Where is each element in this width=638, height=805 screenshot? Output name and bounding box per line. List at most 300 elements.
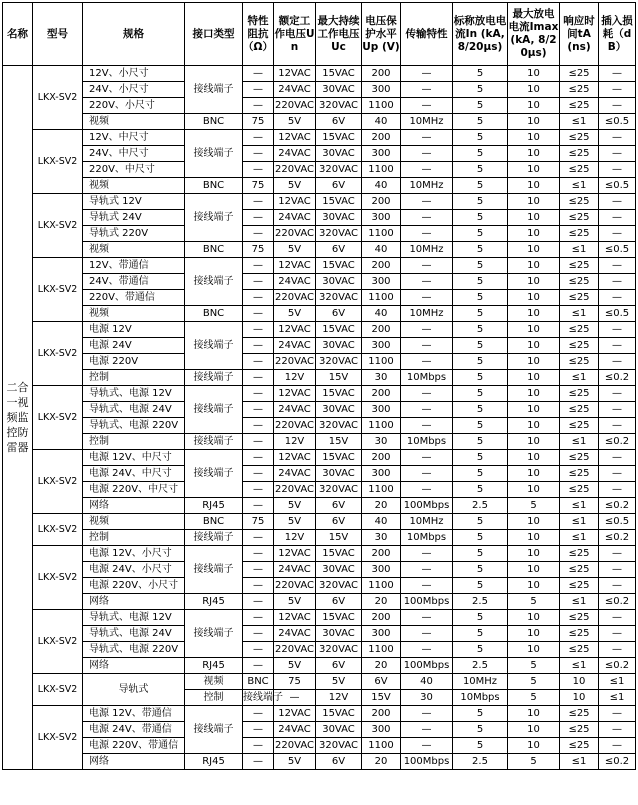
response-time-cell: ≤25 [560,482,599,498]
transmission-cell: — [401,578,453,594]
interface-cell: 接线端子 [185,66,243,114]
table-row [3,738,636,754]
max-voltage-cell: 15VAC [316,546,362,562]
max-voltage-cell: 6V [362,674,401,690]
table-row [3,722,636,738]
insertion-loss-cell: — [599,482,636,498]
rated-voltage-cell: 5V [274,498,316,514]
response-time-cell: ≤1 [560,242,599,258]
model-cell: LKX-SV2 [33,66,83,130]
spec-cell: 视频 [83,514,185,530]
nominal-current-cell: 5 [453,210,508,226]
max-current-cell: 10 [508,322,560,338]
nominal-current-cell: 5 [508,690,560,706]
model-cell: LKX-SV2 [33,386,83,450]
interface-cell: 接线端子 [185,530,243,546]
transmission-cell: — [401,162,453,178]
spec-cell: 导轨式、电源 24V [83,626,185,642]
response-time-cell: ≤1 [560,498,599,514]
interface-cell: 接线端子 [185,546,243,594]
rated-voltage-cell: 5V [274,514,316,530]
response-time-cell: ≤25 [560,642,599,658]
max-voltage-cell: 15VAC [316,386,362,402]
rated-voltage-cell: 12VAC [274,386,316,402]
max-current-cell: 10 [508,290,560,306]
header-insertion-loss: 插入损耗（dB） [599,3,636,66]
protection-level-cell: 300 [362,626,401,642]
nominal-current-cell: 5 [453,706,508,722]
table-row [3,706,636,722]
max-current-cell: 10 [508,338,560,354]
response-time-cell: ≤25 [560,610,599,626]
impedance-cell: — [243,434,274,450]
insertion-loss-cell: — [599,642,636,658]
transmission-cell: — [401,562,453,578]
max-current-cell: 10 [508,226,560,242]
table-row [3,322,636,338]
impedance-cell: — [243,546,274,562]
max-current-cell: 10 [508,114,560,130]
rated-voltage-cell: 24VAC [274,210,316,226]
insertion-loss-cell: — [599,562,636,578]
header-name: 名称 [3,3,33,66]
insertion-loss-cell: — [599,258,636,274]
protection-level-cell: 1100 [362,98,401,114]
model-cell: LKX-SV2 [33,706,83,770]
insertion-loss-cell: — [599,402,636,418]
transmission-cell: — [401,610,453,626]
response-time-cell: ≤25 [560,722,599,738]
max-voltage-cell: 6V [316,754,362,770]
spec-cell: 电源 12V、小尺寸 [83,546,185,562]
transmission-cell: — [401,738,453,754]
spec-cell: 网络 [83,754,185,770]
spec-body [3,66,636,770]
spec-cell: 220V、带通信 [83,290,185,306]
transmission-cell: — [401,290,453,306]
max-voltage-cell: 15VAC [316,258,362,274]
rated-voltage-cell: 12V [316,690,362,706]
transmission-cell: — [401,642,453,658]
nominal-current-cell: 5 [453,338,508,354]
max-current-cell: 10 [508,466,560,482]
insertion-loss-cell: — [599,322,636,338]
spec-cell: 220V、中尺寸 [83,162,185,178]
rated-voltage-cell: 5V [274,178,316,194]
insertion-loss-cell: — [599,82,636,98]
impedance-cell: — [243,578,274,594]
transmission-cell: 10Mbps [401,434,453,450]
insertion-loss-cell: — [599,418,636,434]
spec-cell: 电源 220V、中尺寸 [83,482,185,498]
table-row [3,498,636,514]
protection-level-cell: 30 [362,370,401,386]
nominal-current-cell: 5 [453,562,508,578]
response-time-cell: ≤25 [560,546,599,562]
nominal-current-cell: 5 [453,642,508,658]
transmission-cell: — [401,482,453,498]
protection-level-cell: 200 [362,706,401,722]
response-time-cell: ≤25 [560,402,599,418]
max-voltage-cell: 30VAC [316,402,362,418]
max-voltage-cell: 30VAC [316,338,362,354]
max-current-cell: 10 [508,258,560,274]
interface-cell: BNC [185,306,243,322]
table-row [3,242,636,258]
impedance-cell: 75 [243,178,274,194]
insertion-loss-cell: — [599,738,636,754]
max-voltage-cell: 15V [316,370,362,386]
protection-level-cell: 40 [362,242,401,258]
insertion-loss-cell: ≤0.2 [599,434,636,450]
table-row [3,370,636,386]
max-current-cell: 10 [508,418,560,434]
rated-voltage-cell: 24VAC [274,82,316,98]
response-time-cell: ≤25 [560,258,599,274]
response-time-cell: ≤25 [560,162,599,178]
rated-voltage-cell: 24VAC [274,722,316,738]
impedance-cell: — [243,274,274,290]
spec-cell: 电源 12V、带通信 [83,706,185,722]
nominal-current-cell: 5 [453,514,508,530]
impedance-cell: — [243,386,274,402]
table-row [3,562,636,578]
spec-cell: 网络 [83,594,185,610]
response-time-cell: ≤25 [560,226,599,242]
transmission-cell: 100Mbps [401,594,453,610]
rated-voltage-cell: 12VAC [274,706,316,722]
protection-level-cell: 40 [362,178,401,194]
nominal-current-cell: 2.5 [453,658,508,674]
nominal-current-cell: 5 [453,466,508,482]
transmission-cell: 10MHz [401,242,453,258]
impedance-cell: — [243,98,274,114]
rated-voltage-cell: 220VAC [274,578,316,594]
max-voltage-cell: 320VAC [316,738,362,754]
protection-level-cell: 1100 [362,226,401,242]
response-time-cell: ≤25 [560,418,599,434]
model-cell: LKX-SV2 [33,258,83,322]
impedance-cell: — [243,370,274,386]
transmission-cell: — [401,194,453,210]
max-current-cell: 10 [508,194,560,210]
table-row [3,162,636,178]
max-current-cell: 10 [508,546,560,562]
impedance-cell: — [243,658,274,674]
protection-level-cell: 300 [362,274,401,290]
response-time-cell: ≤1 [599,690,636,706]
insertion-loss-cell: — [599,626,636,642]
protection-level-cell: 1100 [362,418,401,434]
protection-level-cell: 20 [362,658,401,674]
transmission-cell: — [401,274,453,290]
max-voltage-cell: 320VAC [316,354,362,370]
protection-level-cell: 40 [401,674,453,690]
response-time-cell: ≤25 [560,466,599,482]
response-time-cell: ≤1 [560,658,599,674]
nominal-current-cell: 5 [453,722,508,738]
rated-voltage-cell: 12VAC [274,258,316,274]
response-time-cell: ≤1 [560,370,599,386]
rated-voltage-cell: 220VAC [274,290,316,306]
table-row [3,354,636,370]
table-row [3,466,636,482]
insertion-loss-cell: — [599,66,636,82]
interface-cell: RJ45 [185,754,243,770]
impedance-cell: — [243,738,274,754]
max-current-cell: 10 [508,146,560,162]
interface-cell: 接线端子 [185,194,243,242]
impedance-cell: — [243,562,274,578]
transmission-cell: — [401,354,453,370]
max-voltage-cell: 320VAC [316,642,362,658]
rated-voltage-cell: 5V [274,114,316,130]
header-interface: 接口类型 [185,3,243,66]
nominal-current-cell: 5 [453,370,508,386]
response-time-cell: ≤25 [560,210,599,226]
max-current-cell: 5 [508,754,560,770]
transmission-cell: — [401,450,453,466]
protection-level-cell: 30 [362,434,401,450]
nominal-current-cell: 5 [453,162,508,178]
rated-voltage-cell: 5V [274,306,316,322]
max-voltage-cell: 320VAC [316,98,362,114]
rated-voltage-cell: 12V [274,370,316,386]
protection-level-cell: 300 [362,338,401,354]
protection-level-cell: 300 [362,82,401,98]
impedance-cell: — [243,610,274,626]
spec-cell: 视频 [83,178,185,194]
table-row [3,514,636,530]
spec-cell: 24V、中尺寸 [83,146,185,162]
insertion-loss-cell: — [599,578,636,594]
interface-cell: BNC [185,514,243,530]
insertion-loss-cell: ≤0.5 [599,114,636,130]
nominal-current-cell: 5 [453,546,508,562]
spec-cell: 控制 [83,434,185,450]
insertion-loss-cell: ≤0.2 [599,370,636,386]
max-current-cell: 10 [508,242,560,258]
max-voltage-cell: 15VAC [316,706,362,722]
protection-level-cell: 1100 [362,578,401,594]
table-row [3,338,636,354]
nominal-current-cell: 2.5 [453,498,508,514]
nominal-current-cell: 5 [453,610,508,626]
response-time-cell: ≤25 [560,130,599,146]
interface-cell: BNC [185,114,243,130]
interface-cell: 接线端子 [185,386,243,434]
spec-cell: 视频 [83,114,185,130]
insertion-loss-cell: — [599,210,636,226]
protection-level-cell: 300 [362,466,401,482]
max-current-cell: 10 [508,738,560,754]
max-voltage-cell: 320VAC [316,482,362,498]
insertion-loss-cell: ≤0.5 [599,514,636,530]
max-current-cell: 10 [508,434,560,450]
table-row [3,418,636,434]
max-current-cell: 5 [508,498,560,514]
rated-voltage-cell: 220VAC [274,738,316,754]
max-voltage-cell: 15VAC [316,194,362,210]
table-row [3,82,636,98]
interface-cell: 接线端子 [185,130,243,178]
max-current-cell: 5 [508,658,560,674]
protection-level-cell: 200 [362,194,401,210]
spec-cell: 12V、中尺寸 [83,130,185,146]
interface-cell: 接线端子 [185,434,243,450]
rated-voltage-cell: 24VAC [274,402,316,418]
spec-cell: 电源 24V [83,338,185,354]
protection-level-cell: 20 [362,754,401,770]
rated-voltage-cell: 12VAC [274,546,316,562]
header-nominal-current: 标称放电电流In (kA, 8/20μs) [453,3,508,66]
max-voltage-cell: 15VAC [316,322,362,338]
spec-cell: 12V、带通信 [83,258,185,274]
table-row [3,130,636,146]
max-voltage-cell: 15VAC [316,130,362,146]
rated-voltage-cell: 220VAC [274,162,316,178]
response-time-cell: ≤25 [560,738,599,754]
max-voltage-cell: 15V [316,530,362,546]
header-protection-level: 电压保护水平Up (V) [362,3,401,66]
nominal-current-cell: 5 [453,306,508,322]
interface-cell: RJ45 [185,594,243,610]
model-cell: LKX-SV2 [33,130,83,194]
spec-cell: 导轨式 24V [83,210,185,226]
max-current-cell: 10 [508,482,560,498]
table-row [3,274,636,290]
impedance-cell: 75 [243,514,274,530]
header-response-time: 响应时间tA (ns) [560,3,599,66]
max-voltage-cell: 6V [316,114,362,130]
insertion-loss-cell: — [599,162,636,178]
rated-voltage-cell: 220VAC [274,226,316,242]
max-voltage-cell: 6V [316,498,362,514]
response-time-cell: ≤25 [560,66,599,82]
impedance-cell: — [243,450,274,466]
nominal-current-cell: 5 [453,402,508,418]
table-row [3,386,636,402]
spec-cell: 视频 [185,674,243,690]
nominal-current-cell: 5 [453,146,508,162]
transmission-cell: 10MHz [401,178,453,194]
impedance-cell: — [243,722,274,738]
nominal-current-cell: 5 [453,82,508,98]
response-time-cell: ≤25 [560,146,599,162]
header-max-voltage: 最大持续工作电压Uc [316,3,362,66]
max-current-cell: 10 [508,162,560,178]
rated-voltage-cell: 24VAC [274,466,316,482]
impedance-cell: 75 [274,674,316,690]
nominal-current-cell: 5 [453,258,508,274]
model-cell: LKX-SV2 [33,322,83,386]
insertion-loss-cell: — [599,706,636,722]
protection-level-cell: 300 [362,562,401,578]
model-cell: LKX-SV2 [33,674,83,706]
max-current-cell: 10 [508,210,560,226]
max-current-cell: 10 [508,450,560,466]
protection-level-cell: 30 [362,530,401,546]
insertion-loss-cell: — [599,274,636,290]
response-time-cell: ≤25 [560,450,599,466]
model-cell: LKX-SV2 [33,610,83,674]
response-time-cell: ≤25 [560,338,599,354]
max-current-cell: 10 [508,178,560,194]
rated-voltage-cell: 5V [274,658,316,674]
nominal-current-cell: 5 [453,530,508,546]
interface-cell: 接线端子 [185,322,243,370]
impedance-cell: — [243,66,274,82]
header-model: 型号 [33,3,83,66]
max-voltage-cell: 15VAC [316,610,362,626]
max-current-cell: 10 [508,370,560,386]
header-transmission: 传输特性 [401,3,453,66]
max-voltage-cell: 6V [316,242,362,258]
spec-cell: 导轨式 220V [83,226,185,242]
spec-cell: 电源 220V [83,354,185,370]
interface-cell: 接线端子 [185,706,243,754]
table-row [3,754,636,770]
impedance-cell: — [243,642,274,658]
nominal-current-cell: 5 [453,354,508,370]
max-current-cell: 10 [508,386,560,402]
nominal-current-cell: 5 [453,322,508,338]
spec-cell: 控制 [83,370,185,386]
protection-level-cell: 300 [362,722,401,738]
nominal-current-cell: 5 [453,194,508,210]
header-impedance: 特性阻抗（Ω） [243,3,274,66]
transmission-cell: — [401,258,453,274]
rated-voltage-cell: 12VAC [274,610,316,626]
transmission-cell: — [401,98,453,114]
table-row [3,146,636,162]
protection-level-cell: 30 [401,690,453,706]
table-row [3,178,636,194]
transmission-cell: — [401,626,453,642]
impedance-cell: — [243,706,274,722]
max-current-cell: 10 [508,130,560,146]
transmission-cell: 100Mbps [401,658,453,674]
table-row [3,226,636,242]
interface-cell: 接线端子 [185,610,243,658]
insertion-loss-cell: ≤0.5 [599,178,636,194]
header-rated-voltage: 额定工作电压Un [274,3,316,66]
insertion-loss-cell: — [599,450,636,466]
transmission-cell: — [401,706,453,722]
nominal-current-cell: 5 [453,242,508,258]
table-row [3,306,636,322]
protection-level-cell: 200 [362,258,401,274]
protection-level-cell: 200 [362,610,401,626]
table-row [3,194,636,210]
insertion-loss-cell: — [599,354,636,370]
response-time-cell: ≤1 [599,674,636,690]
spec-cell: 导轨式、电源 12V [83,386,185,402]
impedance-cell: — [274,690,316,706]
transmission-cell: 100Mbps [401,754,453,770]
max-voltage-cell: 30VAC [316,274,362,290]
insertion-loss-cell: — [599,610,636,626]
spec-group-cell: 导轨式 [83,674,185,706]
rated-voltage-cell: 24VAC [274,338,316,354]
transmission-cell: — [401,322,453,338]
nominal-current-cell: 5 [453,274,508,290]
response-time-cell: ≤1 [560,530,599,546]
nominal-current-cell: 2.5 [453,754,508,770]
impedance-cell: — [243,530,274,546]
max-current-cell: 10 [508,98,560,114]
rated-voltage-cell: 12VAC [274,450,316,466]
